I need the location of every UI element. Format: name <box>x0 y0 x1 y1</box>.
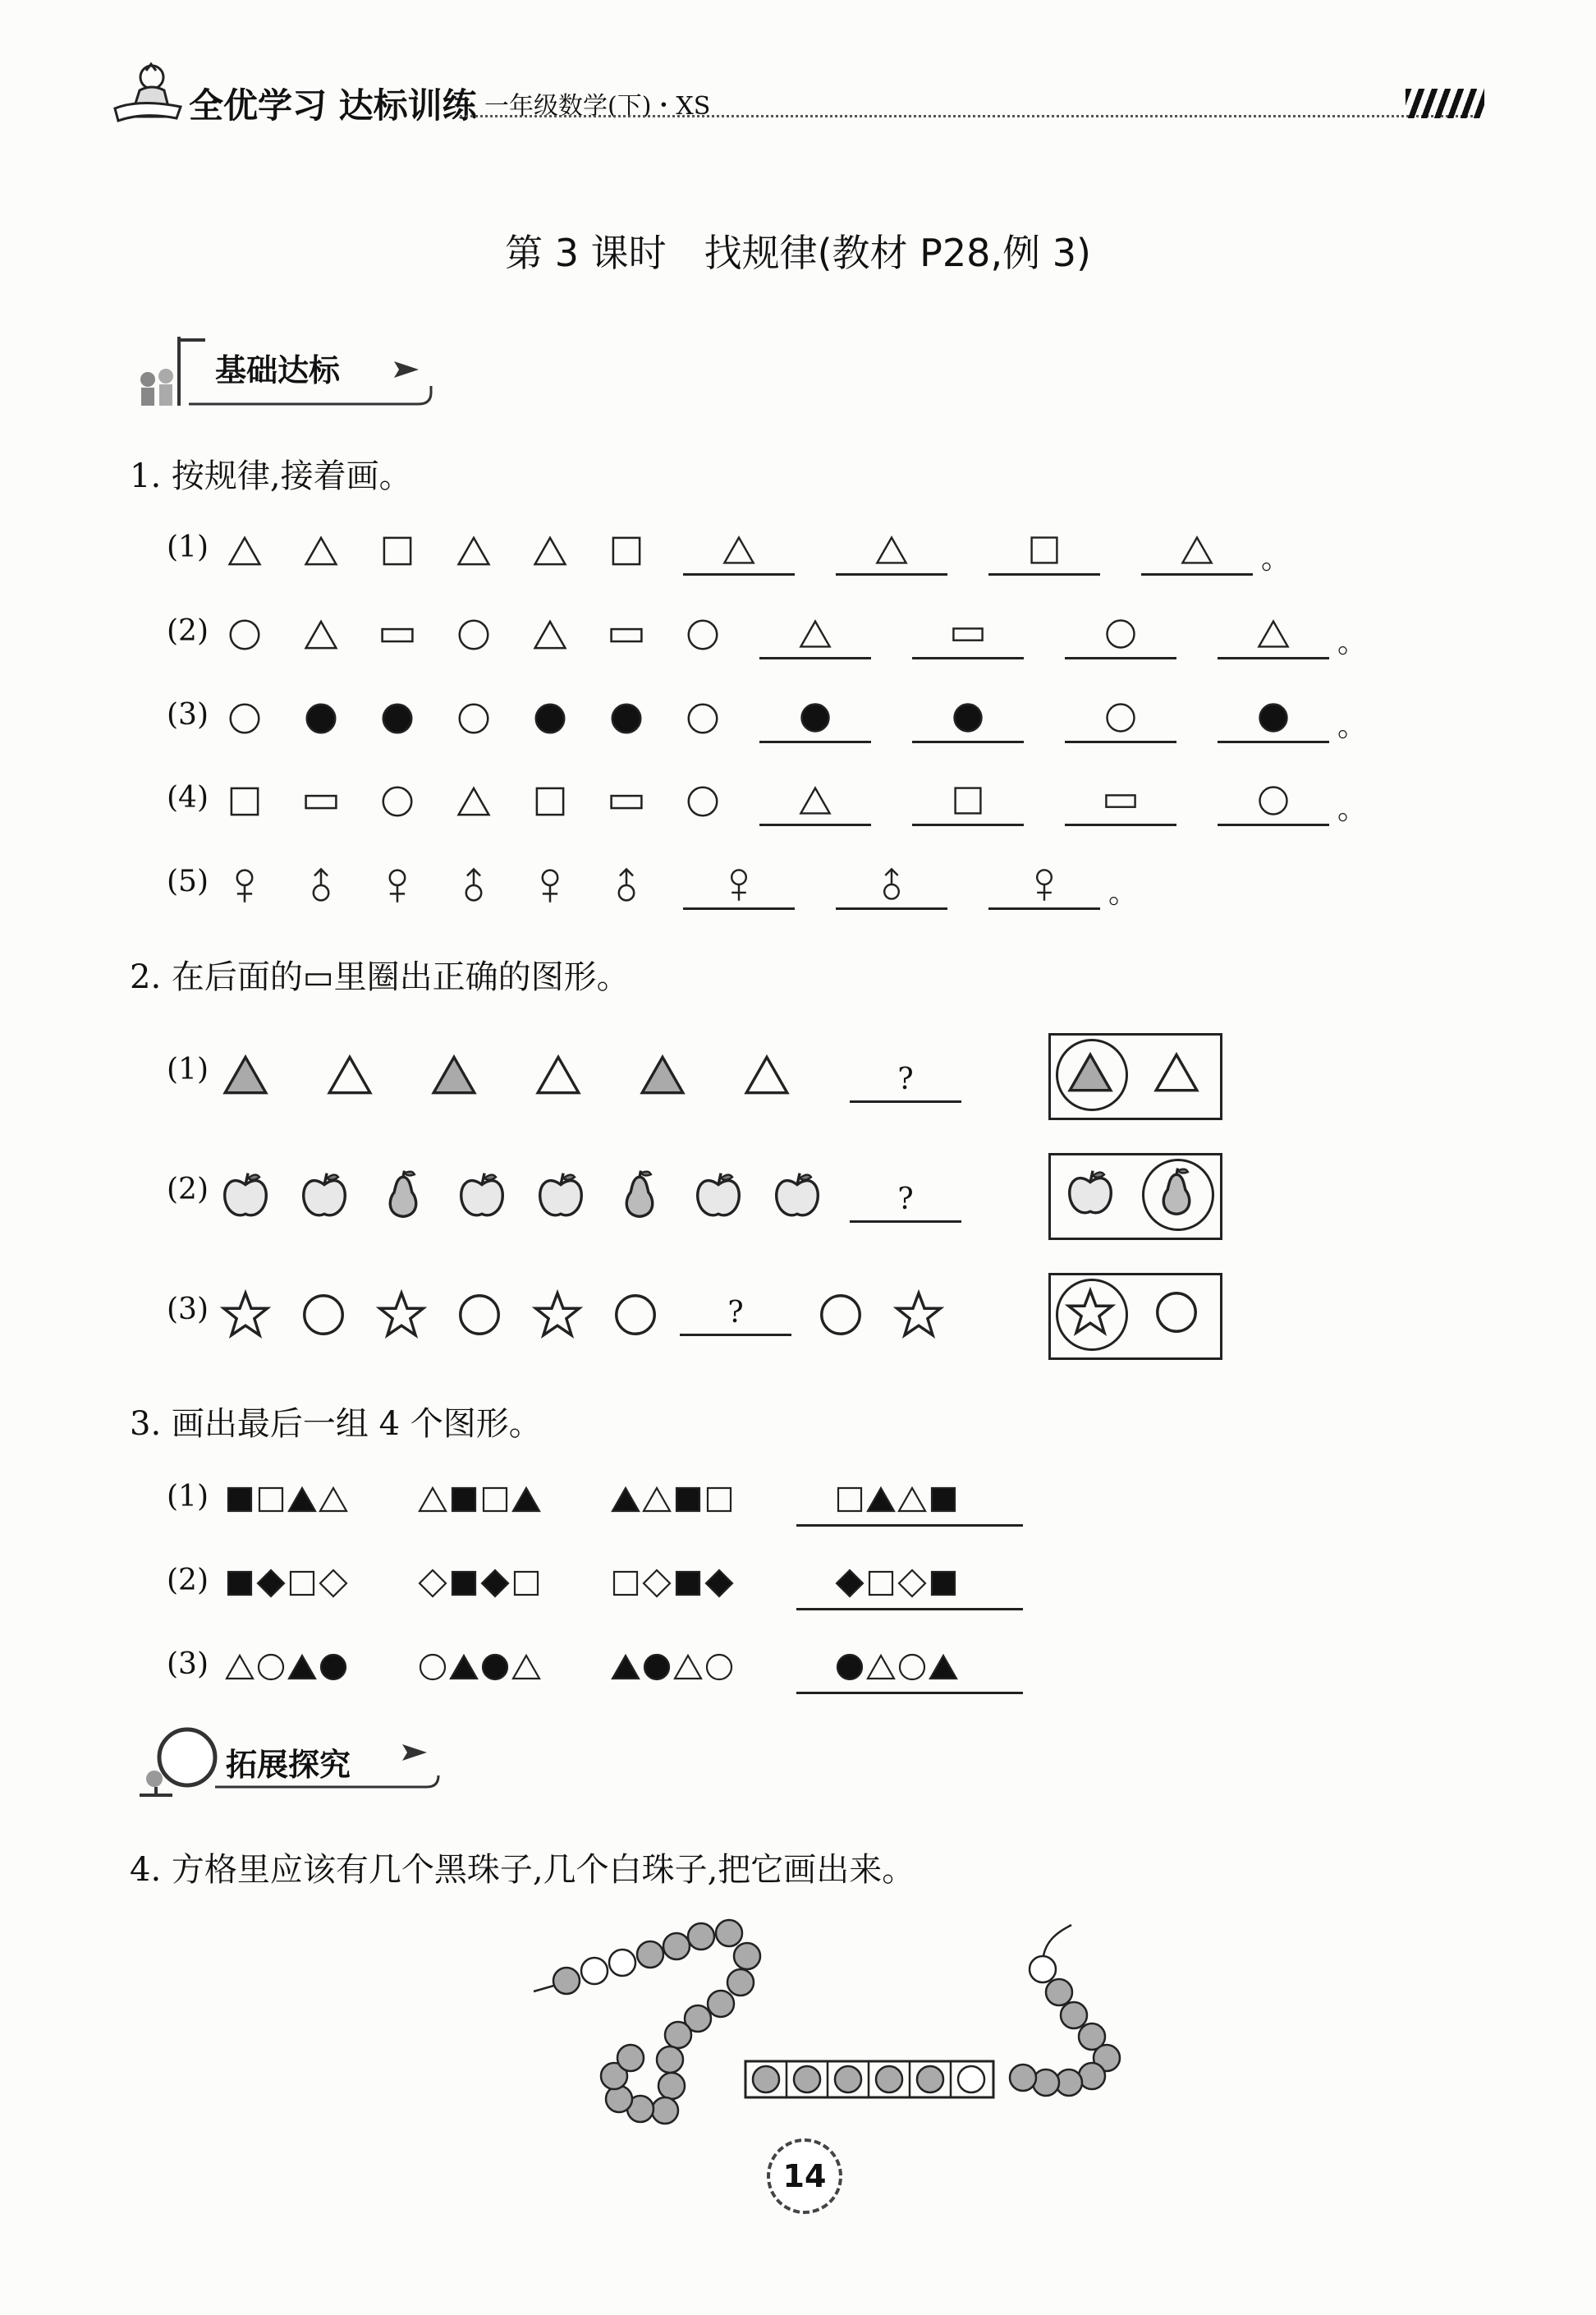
q2-shape-apple-icon <box>299 1169 350 1220</box>
q1-shape-circ-icon <box>455 616 493 654</box>
q3-row-label: (3) <box>167 1647 209 1681</box>
q3-shape-bsq-icon <box>223 1483 256 1516</box>
q2-shape-star-icon <box>893 1289 944 1340</box>
q1-shape-female-icon <box>226 866 264 904</box>
q1-answer-tri-icon <box>721 532 757 568</box>
q1-shape-circ-icon <box>684 783 722 820</box>
q3-shape-tri-icon <box>672 1651 704 1683</box>
bead <box>637 1941 663 1968</box>
q3-shape-circ-icon <box>255 1651 287 1683</box>
q1-row-label: (2) <box>167 614 209 648</box>
q3-answer-dia-icon <box>896 1567 929 1600</box>
q1-answer-blank <box>1218 778 1329 826</box>
q1-end-mark: 。 <box>1337 710 1368 743</box>
q1-end-mark: 。 <box>1337 792 1368 826</box>
q1-answer-tri-icon <box>797 616 833 652</box>
q2-question-blank: ? <box>680 1291 791 1336</box>
q1-answer-blank <box>988 527 1100 576</box>
grid-bead <box>794 2066 820 2092</box>
q3-shape-dia-icon <box>640 1567 673 1600</box>
q1-shape-tri-icon <box>302 616 340 654</box>
bead <box>606 2086 632 2112</box>
bead <box>609 1950 635 1976</box>
q3-shape-sq-icon <box>703 1483 736 1516</box>
q1-shape-circ-icon <box>684 700 722 737</box>
header-subtitle: 一年级数学(下)・XS <box>484 92 711 121</box>
q1-answer-dot-icon <box>950 700 986 736</box>
q3-shape-bsq-icon <box>672 1483 704 1516</box>
q3-shape-circ-icon <box>703 1651 736 1683</box>
header-stripes-decoration <box>1406 89 1484 118</box>
q3-answer-bdia-icon <box>833 1567 866 1600</box>
grid-bead <box>835 2066 861 2092</box>
q1-shape-circ-icon <box>378 783 416 820</box>
q2-shape-pear-icon <box>614 1169 665 1220</box>
bead <box>1046 1979 1072 2005</box>
bead <box>553 1968 580 1994</box>
q2-shape-apple-icon <box>456 1169 507 1220</box>
q1-row-label: (5) <box>167 865 209 898</box>
bead <box>688 1923 714 1950</box>
q2-row-label: (1) <box>167 1053 209 1086</box>
bead <box>1033 2069 1059 2096</box>
bead <box>734 1943 760 1969</box>
q1-answer-dot-icon <box>797 700 833 736</box>
q1-shape-dot-icon <box>378 700 416 737</box>
q3-answer-btri-icon <box>927 1651 960 1683</box>
q2-shape-apple-icon <box>535 1169 586 1220</box>
q3-answer-sq-icon <box>864 1567 897 1600</box>
q1-shape-male-icon <box>455 866 493 904</box>
q3-answer-sq-icon <box>833 1483 866 1516</box>
q1-answer-tri-icon <box>797 783 833 819</box>
q1-answer-blank <box>912 611 1024 659</box>
q3-answer-dot-icon <box>833 1651 866 1683</box>
bead <box>657 2046 683 2073</box>
q3-shape-dot-icon <box>317 1651 350 1683</box>
q1-shape-male-icon <box>608 866 645 904</box>
q2-shape-star-icon <box>220 1289 271 1340</box>
q3-shape-btri-icon <box>609 1651 642 1683</box>
q1-answer-blank <box>1218 611 1329 659</box>
q1-answer-blank <box>836 527 947 576</box>
q1-shape-rect-icon <box>302 783 340 820</box>
q3-answer-bsq-icon <box>927 1567 960 1600</box>
q1-answer-blank <box>683 861 795 910</box>
q2-shape-circ-icon <box>610 1289 661 1340</box>
bead <box>1030 1956 1056 1982</box>
q1-answer-blank <box>988 861 1100 910</box>
q1-shape-circ-icon <box>226 616 264 654</box>
q1-shape-female-icon <box>531 866 569 904</box>
q2-shape-pear-icon <box>378 1169 429 1220</box>
q2-option-gtri-icon <box>1065 1047 1116 1098</box>
q1-shape-sq-icon <box>226 783 264 820</box>
q1-answer-female-icon <box>721 866 757 903</box>
q1-shape-tri-icon <box>455 783 493 820</box>
q2-option-star-icon <box>1065 1287 1116 1338</box>
q1-answer-tri-icon <box>1255 616 1291 652</box>
q3-shape-btri-icon <box>286 1651 319 1683</box>
q3-shape-sq-icon <box>479 1483 511 1516</box>
grid-bead <box>917 2066 943 2092</box>
q3-shape-bdia-icon <box>479 1567 511 1600</box>
q4-prompt: 4. 方格里应该有几个黑珠子,几个白珠子,把它画出来。 <box>130 1851 915 1889</box>
q2-row-label: (3) <box>167 1293 209 1326</box>
q3-shape-dia-icon <box>416 1567 449 1600</box>
q3-shape-tri-icon <box>510 1651 543 1683</box>
q1-answer-circ-icon <box>1103 616 1139 652</box>
q2-shape-tri-icon <box>533 1050 584 1100</box>
q2-question-blank: ? <box>850 1178 961 1223</box>
q2-shape-gtri-icon <box>429 1050 479 1100</box>
q1-answer-blank <box>759 778 871 826</box>
q2-shape-circ-icon <box>298 1289 349 1340</box>
section-extend-title: 拓展探究 <box>226 1747 351 1783</box>
bead <box>652 2097 678 2124</box>
bead <box>617 2045 644 2071</box>
q2-option-circ-icon <box>1151 1287 1202 1338</box>
q3-answer-circ-icon <box>896 1651 929 1683</box>
q1-shape-circ-icon <box>455 700 493 737</box>
q1-shape-tri-icon <box>455 532 493 570</box>
header-brand: 全优学习 达标训练 <box>189 85 477 126</box>
q2-shape-tri-icon <box>324 1050 375 1100</box>
q1-answer-sq-icon <box>1026 532 1062 568</box>
q3-shape-sq-icon <box>286 1567 319 1600</box>
q1-shape-dot-icon <box>302 700 340 737</box>
q3-shape-btri-icon <box>447 1651 480 1683</box>
bead <box>658 2073 685 2099</box>
q1-shape-rect-icon <box>608 616 645 654</box>
bead <box>581 1958 608 1984</box>
q2-shape-gtri-icon <box>637 1050 688 1100</box>
q2-shape-gtri-icon <box>220 1050 271 1100</box>
q1-answer-female-icon <box>1026 866 1062 903</box>
q1-shape-dot-icon <box>531 700 569 737</box>
q1-answer-blank <box>759 611 871 659</box>
q3-shape-bsq-icon <box>447 1483 480 1516</box>
q3-row-label: (2) <box>167 1564 209 1597</box>
q3-shape-sq-icon <box>510 1567 543 1600</box>
q1-answer-blank <box>1218 695 1329 743</box>
q3-shape-dot-icon <box>479 1651 511 1683</box>
page-number: 14 <box>767 2138 842 2214</box>
q1-shape-tri-icon <box>531 616 569 654</box>
q2-row-label: (2) <box>167 1173 209 1206</box>
q2-shape-star-icon <box>376 1289 427 1340</box>
q1-end-mark: 。 <box>1108 876 1139 910</box>
grid-bead <box>753 2066 779 2092</box>
q3-shape-dot-icon <box>640 1651 673 1683</box>
q1-prompt: 1. 按规律,接着画。 <box>130 457 412 495</box>
section-basic-title: 基础达标 <box>215 352 341 388</box>
q3-shape-tri-icon <box>223 1651 256 1683</box>
q2-shape-circ-icon <box>454 1289 505 1340</box>
q2-shape-apple-icon <box>693 1169 744 1220</box>
bead <box>727 1969 754 1996</box>
q3-prompt: 3. 画出最后一组 4 个图形。 <box>130 1405 542 1443</box>
q3-shape-sq-icon <box>609 1567 642 1600</box>
q1-row-label: (4) <box>167 781 209 815</box>
q2-shape-apple-icon <box>772 1169 823 1220</box>
q1-end-mark: 。 <box>1261 542 1291 576</box>
q1-shape-sq-icon <box>531 783 569 820</box>
bead <box>1010 2065 1036 2091</box>
q1-answer-blank <box>1141 527 1253 576</box>
q3-shape-dia-icon <box>317 1567 350 1600</box>
q1-answer-male-icon <box>874 866 910 903</box>
q1-shape-circ-icon <box>226 700 264 737</box>
q1-answer-dot-icon <box>1255 700 1291 736</box>
q3-shape-btri-icon <box>609 1483 642 1516</box>
page-title: 第 3 课时 找规律(教材 P28,例 3) <box>505 231 1091 275</box>
q1-answer-circ-icon <box>1103 700 1139 736</box>
q1-answer-rect-icon <box>1103 783 1139 819</box>
q1-answer-blank <box>912 778 1024 826</box>
q3-shape-sq-icon <box>255 1483 287 1516</box>
q1-shape-dot-icon <box>608 700 645 737</box>
q2-shape-circ-icon <box>815 1289 866 1340</box>
q1-shape-sq-icon <box>378 532 416 570</box>
q3-shape-circ-icon <box>416 1651 449 1683</box>
q3-shape-tri-icon <box>640 1483 673 1516</box>
q1-answer-blank <box>1065 611 1176 659</box>
q1-answer-blank <box>912 695 1024 743</box>
q1-row-label: (1) <box>167 531 209 564</box>
q1-answer-rect-icon <box>950 616 986 652</box>
q3-shape-bdia-icon <box>703 1567 736 1600</box>
q1-row-label: (3) <box>167 698 209 732</box>
q2-option-pear-icon <box>1151 1167 1202 1218</box>
q1-shape-sq-icon <box>608 532 645 570</box>
q1-end-mark: 。 <box>1337 626 1368 659</box>
q3-answer-bsq-icon <box>927 1483 960 1516</box>
q1-shape-tri-icon <box>302 532 340 570</box>
grid-bead <box>876 2066 902 2092</box>
q2-option-apple-icon <box>1065 1167 1116 1218</box>
q1-shape-tri-icon <box>531 532 569 570</box>
header-divider <box>460 115 1478 117</box>
q3-shape-btri-icon <box>510 1483 543 1516</box>
q1-answer-tri-icon <box>874 532 910 568</box>
q1-shape-circ-icon <box>684 616 722 654</box>
bead <box>708 1991 734 2017</box>
q1-shape-rect-icon <box>608 783 645 820</box>
q1-answer-blank <box>683 527 795 576</box>
q3-answer-btri-icon <box>864 1483 897 1516</box>
q2-question-blank: ? <box>850 1058 961 1103</box>
q2-shape-star-icon <box>532 1289 583 1340</box>
bead <box>663 1933 690 1959</box>
bead <box>716 1920 742 1946</box>
q1-answer-blank <box>759 695 871 743</box>
q3-shape-tri-icon <box>317 1483 350 1516</box>
q1-answer-blank <box>1065 695 1176 743</box>
q3-shape-bsq-icon <box>223 1567 256 1600</box>
q2-option-tri-icon <box>1151 1047 1202 1098</box>
mascot-logo-icon <box>107 59 189 133</box>
q3-shape-bsq-icon <box>672 1567 704 1600</box>
q1-answer-blank <box>836 861 947 910</box>
bead <box>1061 2002 1087 2028</box>
grid-bead <box>958 2066 984 2092</box>
bead <box>665 2022 691 2048</box>
q3-shape-tri-icon <box>416 1483 449 1516</box>
q3-shape-bsq-icon <box>447 1567 480 1600</box>
q1-shape-female-icon <box>378 866 416 904</box>
q3-answer-tri-icon <box>864 1651 897 1683</box>
q2-prompt: 2. 在后面的▭里圈出正确的图形。 <box>130 958 630 996</box>
q3-shape-btri-icon <box>286 1483 319 1516</box>
q1-answer-circ-icon <box>1255 783 1291 819</box>
q2-shape-tri-icon <box>741 1050 792 1100</box>
q2-shape-apple-icon <box>220 1169 271 1220</box>
q1-shape-rect-icon <box>378 616 416 654</box>
bead-necklace-figure <box>525 1913 1133 2127</box>
q3-answer-tri-icon <box>896 1483 929 1516</box>
q1-shape-tri-icon <box>226 532 264 570</box>
q3-shape-bdia-icon <box>255 1567 287 1600</box>
q3-row-label: (1) <box>167 1480 209 1513</box>
q1-shape-male-icon <box>302 866 340 904</box>
q1-answer-sq-icon <box>950 783 986 819</box>
q1-answer-tri-icon <box>1179 532 1215 568</box>
q1-answer-blank <box>1065 778 1176 826</box>
